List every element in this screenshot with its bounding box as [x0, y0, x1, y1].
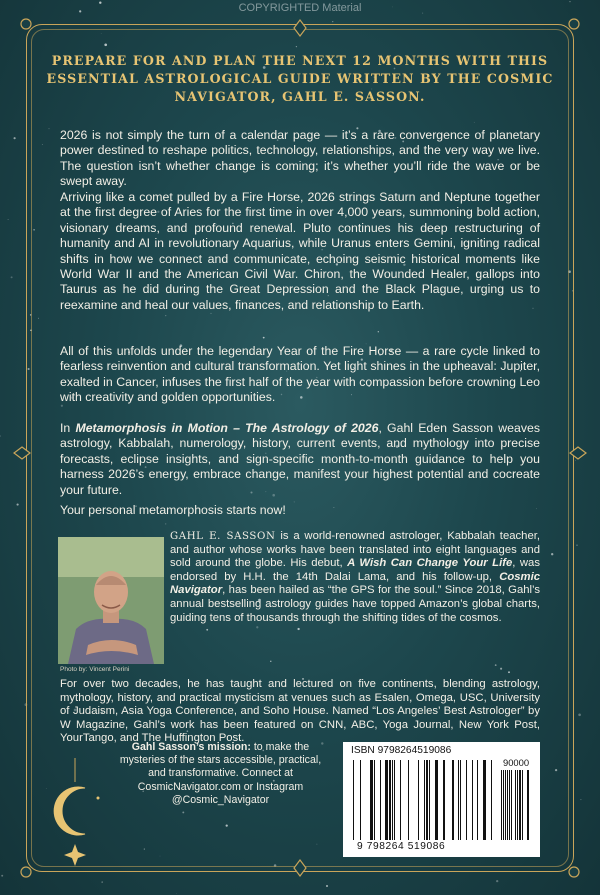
paragraph-4	[60, 421, 540, 498]
author-bio-a: is a world-renowned astrologer, Kabbalah teacher, and author whose works have been translated into eight languages and sold around the globe. His debut,	[170, 530, 541, 570]
barcode-bar	[503, 770, 504, 840]
barcode-bar	[452, 760, 454, 840]
barcode-bar	[483, 760, 486, 840]
barcode-bar	[527, 770, 529, 840]
isbn-digits: 9 798264 519086	[357, 841, 446, 852]
book-title: Metamorphosis in Motion – The Astrology of 2026	[75, 421, 379, 435]
p4-prefix: In	[60, 421, 76, 435]
p4-rest: , Gahl Eden Sasson weaves astrology, Kabbalah, numerology, history, current events, and mythology into precise forecasts, eclipse insights, and sign-specific month-to-month guidance to help you harness 2026’s energy, embrace change, manifest your highest potential and cocreate your future.	[60, 421, 540, 497]
barcode-bar	[418, 760, 419, 840]
barcode-bar	[392, 760, 393, 840]
barcode-bar	[509, 770, 510, 840]
author-bio-c: , has been hailed as “the GPS for the soul.” Since 2018, Gahl’s annual bestselling astrology guides have topped Amazon’s global charts, guiding tens of thousands through the shifting tides of the cosmos.	[170, 584, 540, 624]
barcode-bar	[511, 770, 512, 840]
paragraph-5: Your personal metamorphosis starts now!	[60, 503, 286, 517]
mission-statement	[118, 741, 323, 807]
headline: PREPARE FOR AND PLAN THE NEXT 12 MONTHS WITH THIS ESSENTIAL ASTROLOGICAL GUIDE WRITTEN BY THE COSMIC NAVIGATOR, GAHL E. SASSON.	[46, 53, 554, 104]
barcode-bar	[477, 760, 478, 840]
barcode-bar	[507, 770, 508, 840]
barcode-bar	[472, 760, 473, 840]
mission-label: Gahl Sasson’s mission:	[131, 741, 251, 753]
mission-text: to make the mysteries of the stars accessible, practical, and transformative. Connect at CosmicNavigator.com or Instagram @Cosmic_Navigator	[119, 741, 322, 806]
barcode-bar	[389, 760, 391, 840]
barcode-bar	[466, 760, 467, 840]
author-name: GAHL E. SASSON	[170, 531, 276, 542]
barcode-bar	[408, 760, 409, 840]
barcode-bar	[435, 760, 438, 840]
barcode-bar	[370, 760, 373, 840]
barcode-bar	[429, 760, 430, 840]
copyright-watermark: COPYRIGHTED Material	[238, 2, 362, 14]
barcode-bar	[353, 760, 354, 840]
barcode-bar	[501, 770, 502, 840]
barcode-bar	[505, 770, 506, 840]
barcode-bar	[491, 760, 492, 840]
paragraph-3: All of this unfolds under the legendary Year of the Fire Horse — a rare cycle linked to fearless reinvention and cultural transformation. Yet light shines in the upheaval: Jupiter, exalted in Cancer, infuses the first half of the year with compassion before crowning Leo with creativity and golden opportunities.	[60, 344, 540, 405]
paragraph-planets	[60, 190, 540, 313]
paragraph-cta	[60, 503, 540, 518]
barcode-panel	[343, 742, 540, 857]
barcode	[343, 742, 540, 857]
paragraph-intro	[60, 128, 540, 190]
barcode-bar	[458, 760, 459, 840]
paragraph-book	[60, 421, 540, 498]
barcode-bar	[522, 770, 523, 840]
price-code: 90000	[503, 757, 530, 768]
barcode-bar	[460, 760, 461, 840]
paragraph-2: Arriving like a comet pulled by a Fire Horse, 2026 strings Saturn and Neptune together at the first degree of Aries for the first time in over 4,000 years, summoning bold action, visionary dreams, and profound renewal. Pluto continues his deep restructuring of humanity and AI in revolutionary Aquarius, while Uranus enters Gemini, igniting radical shifts in how we connect and communicate, echoing seismic historical moments like World War II and the American Civil War. Chiron, the Wounded Healer, gallops into Taurus as he did during the Great Depression and the Black Plague, urging us to reexamine and heal our values, finances, and relationship to Earth.	[60, 190, 540, 312]
crescent-moon-icon	[40, 758, 110, 868]
photo-credit: Photo by: Vincent Perini	[60, 666, 130, 673]
barcode-bar	[400, 760, 401, 840]
barcode-bar	[374, 760, 375, 840]
barcode-bar	[519, 770, 521, 840]
author-bio-b: , was endorsed by H.H. the 14th Dalai Lama, and his follow-up,	[170, 557, 540, 583]
barcode-bar	[380, 760, 381, 840]
barcode-bar	[517, 770, 518, 840]
paragraph-1: 2026 is not simply the turn of a calendar page — it’s a rare convergence of planetary power destined to reshape politics, technology, relationships, and the very way we live. The question isn’t whether change is coming; it’s whether you’ll ride the wave or be swept away.	[60, 128, 540, 189]
book-wish: A Wish Can Change Your Life	[347, 557, 513, 570]
book-cosmic-navigator: Cosmic Navigator	[170, 570, 540, 597]
author-bio	[170, 530, 540, 625]
paragraph-fire-horse	[60, 344, 540, 406]
barcode-bar	[426, 760, 428, 840]
barcode-bar	[424, 760, 425, 840]
barcode-bar	[360, 760, 361, 840]
author-bio-continued: For over two decades, he has taught and lectured on five continents, blending astrology, mythology, history, and practical mysticism at venues such as Esalen, Omega, USC, University of Judaism, Asia Yoga Conference, and Soho House. Named “Los Angeles’ Best Astrologer” by W Magazine, Gahl’s work has been featured on CNN, ABC, Yoga Journal, New York Post, YourTango, and The Huffington Post.	[60, 678, 540, 745]
barcode-bar	[515, 770, 516, 840]
barcode-bar	[385, 760, 388, 840]
barcode-bar	[443, 760, 445, 840]
author-photo	[58, 537, 164, 664]
barcode-bar	[394, 760, 395, 840]
isbn-label: ISBN 9798264519086	[351, 745, 452, 756]
